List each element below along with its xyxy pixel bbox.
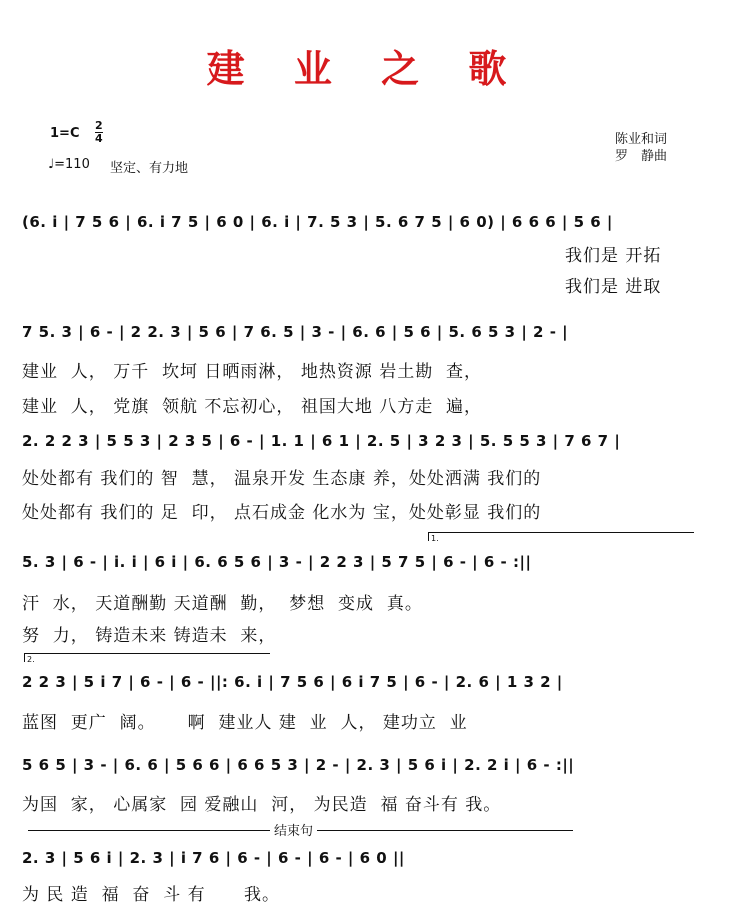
lyric-line-6: 为国 家， 心属家 园 爱融山 河， 为民造 福 奋斗有 我。 <box>22 795 502 815</box>
lyric-line-2b: 建业 人， 党旗 领航 不忘初心， 祖国大地 八方走 遍， <box>22 397 483 417</box>
volta-label-1: 1. <box>431 534 439 543</box>
lyric-line-4b: 努 力， 铸造未来 铸造未 来， <box>22 626 277 646</box>
volta-label-2: 2. <box>27 655 35 664</box>
notation-line-1: (6. i | 7 5 6 | 6. i 7 5 | 6 0 | 6. i | 7. 5 3 | 5. 6 7 5 | 6 0) | 6 6 6 | 5 6 | <box>22 213 613 231</box>
volta-bracket-1 <box>428 532 694 541</box>
key-signature <box>50 126 79 141</box>
lyric-line-1a: 我们是 开拓 <box>565 246 662 266</box>
time-signature-top: 2 <box>95 119 103 132</box>
expression: 坚定、有力地 <box>110 161 189 176</box>
notation-line-6: 5 6 5 | 3 - | 6. 6 | 5 6 6 | 6 6 5 3 | 2 - | 2. 3 | 5 6 i | 2. 2 i | 6 - :|| <box>22 756 575 774</box>
ending-label: 结束句 <box>270 820 317 839</box>
composer: 罗 静曲 <box>615 149 668 164</box>
tempo: ♩=110 <box>48 157 90 172</box>
lyric-line-3b: 处处都有 我们的 足 印， 点石成金 化水为 宝，处处彰显 我们的 <box>22 503 542 523</box>
time-signature-bottom: 4 <box>95 132 103 145</box>
notation-line-7: 2. 3 | 5 6 i | 2. 3 | i 7 6 | 6 - | 6 - | 6 - | 6 0 || <box>22 849 405 867</box>
notation-line-5: 2 2 3 | 5 i 7 | 6 - | 6 - ||: 6. i | 7 5 6 | 6 i 7 5 | 6 - | 2. 6 | 1 3 2 | <box>22 673 563 691</box>
lyricist: 陈业和词 <box>615 132 668 147</box>
lyric-line-1b: 我们是 进取 <box>565 277 662 297</box>
notation-line-3: 2. 2 2 3 | 5 5 3 | 2 3 5 | 6 - | 1. 1 | 6 1 | 2. 5 | 3 2 3 | 5. 5 5 3 | 7 6 7 | <box>22 432 621 450</box>
lyric-line-4a: 汗 水， 天道酬勤 天道酬 勤， 梦想 变成 真。 <box>22 594 423 614</box>
volta-bracket-2 <box>24 653 270 662</box>
lyric-line-2a: 建业 人， 万千 坎坷 日晒雨淋， 地热资源 岩土勘 查， <box>22 362 483 382</box>
time-signature <box>95 120 103 145</box>
lyric-line-7: 为 民 造 福 奋 斗 有 我。 <box>22 885 281 905</box>
key-label: 1=C <box>50 126 80 141</box>
lyric-line-3a: 处处都有 我们的 智 慧， 温泉开发 生态康 养，处处洒满 我们的 <box>22 469 542 489</box>
notation-line-4: 5. 3 | 6 - | i. i | 6 i | 6. 6 5 6 | 3 - | 2 2 3 | 5 7 5 | 6 - | 6 - :|| <box>22 553 532 571</box>
song-title: 建 业 之 歌 <box>206 46 525 91</box>
lyric-line-5: 蓝图 更广 阔。 啊 建业人 建 业 人， 建功立 业 <box>22 713 468 733</box>
notation-line-2: 7 5. 3 | 6 - | 2 2. 3 | 5 6 | 7 6. 5 | 3 - | 6. 6 | 5 6 | 5. 6 5 3 | 2 - | <box>22 323 569 341</box>
